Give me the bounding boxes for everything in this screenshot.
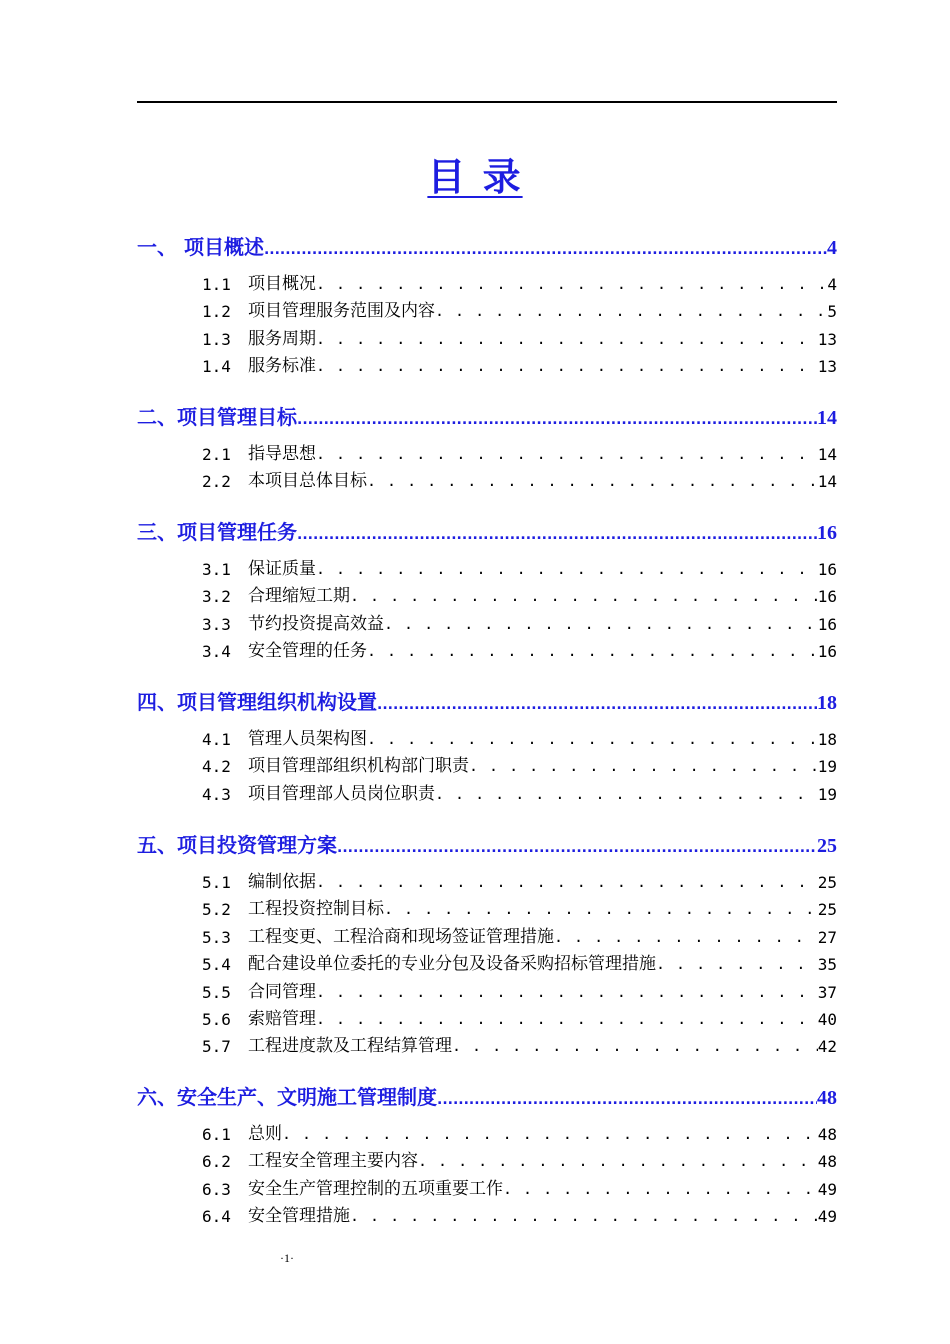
toc-entry[interactable] — [202, 610, 837, 634]
toc-entry-number: 6.4 — [202, 1207, 231, 1227]
toc-leader-dots — [297, 410, 817, 430]
toc-entry-text: 索赔管理 — [248, 1009, 316, 1029]
toc-leader-dots — [452, 1036, 818, 1056]
toc-heading-text: 五、项目投资管理方案 — [137, 833, 337, 857]
page-number: ·1· — [280, 1251, 294, 1265]
toc-entry-number: 5.5 — [202, 982, 231, 1002]
toc-entry-number: 3.4 — [202, 642, 231, 662]
toc-entry-number: 1.2 — [202, 302, 231, 322]
toc-entry[interactable] — [202, 923, 837, 947]
toc-leader-dots — [469, 756, 818, 776]
toc-entry-page: 16 — [817, 614, 837, 634]
toc-entry-text: 项目概况 — [248, 274, 316, 294]
toc-entry[interactable] — [202, 637, 837, 661]
toc-entry-text: 合同管理 — [248, 981, 316, 1002]
toc-leader-dots — [350, 586, 818, 606]
toc-entry-number: 6.2 — [202, 1152, 231, 1172]
toc-heading-text: 六、安全生产、文明施工管理制度 — [137, 1085, 437, 1109]
toc-entry-number: 4.3 — [202, 784, 231, 804]
toc-leader-dots — [367, 471, 818, 491]
toc-entry-text: 管理人员架构图 — [248, 729, 367, 749]
toc-entry-page: 5 — [827, 302, 837, 322]
toc-entry-text: 安全生产管理控制的五项重要工作 — [248, 1178, 503, 1199]
toc-leader-dots — [264, 240, 827, 260]
toc-entry-page: 48 — [817, 1152, 837, 1172]
toc-leader-dots — [384, 614, 818, 634]
toc-leader-dots — [316, 274, 827, 294]
toc-entry-number: 3.3 — [202, 614, 231, 634]
toc-leader-dots — [316, 1009, 818, 1029]
toc-heading-text: 四、项目管理组织机构设置 — [137, 690, 377, 714]
toc-entry-number: 5.6 — [202, 1010, 231, 1029]
toc-entry-page: 48 — [817, 1125, 837, 1144]
toc-entry[interactable] — [202, 467, 837, 491]
toc-leader-dots — [297, 525, 817, 545]
toc-entry[interactable] — [202, 950, 837, 974]
toc-entry-text: 编制依据 — [248, 872, 316, 892]
toc-leader-dots — [316, 444, 818, 464]
toc-entry-page: 27 — [817, 927, 837, 947]
toc-entry[interactable] — [202, 1147, 837, 1171]
toc-leader-dots — [367, 641, 818, 661]
toc-entry-text: 安全管理的任务 — [248, 641, 367, 662]
toc-entry-text: 配合建设单位委托的专业分包及设备采购招标管理措施 — [248, 954, 656, 975]
toc-entry[interactable] — [202, 1175, 837, 1199]
toc-entry[interactable] — [202, 297, 837, 321]
toc-entry-number: 2.1 — [202, 445, 231, 464]
header-rule — [137, 101, 837, 103]
toc-leader-dots — [350, 1206, 818, 1226]
toc-heading[interactable] — [137, 515, 837, 545]
toc-entry[interactable] — [202, 1032, 837, 1056]
toc-entry-number: 2.2 — [202, 472, 231, 492]
toc-entry-number: 5.1 — [202, 873, 231, 892]
toc-entry-page: 18 — [817, 730, 837, 749]
toc-entry-number: 4.1 — [202, 730, 231, 749]
toc-heading[interactable] — [137, 828, 837, 858]
toc-entry[interactable] — [202, 352, 837, 376]
toc-entry[interactable] — [202, 978, 837, 1002]
toc-entry-text: 项目管理部组织机构部门职责 — [248, 756, 469, 777]
toc-entry[interactable] — [202, 1120, 837, 1144]
toc-entry-page: 37 — [817, 982, 837, 1002]
toc-entry-page: 16 — [817, 560, 837, 579]
toc-heading-text: 一、 项目概述 — [137, 235, 264, 259]
toc-entry-page: 49 — [817, 1207, 837, 1227]
toc-entry[interactable] — [202, 752, 837, 776]
toc-heading-text: 三、项目管理任务 — [137, 520, 297, 544]
toc-leader-dots — [554, 927, 818, 947]
toc-entry[interactable] — [202, 895, 837, 919]
toc-leader-dots — [384, 899, 818, 919]
toc-leader-dots — [316, 329, 818, 349]
toc-entry[interactable] — [202, 868, 837, 892]
toc-heading-page: 25 — [817, 835, 837, 857]
toc-entry-page: 25 — [817, 900, 837, 920]
toc-entry-text: 项目管理服务范围及内容 — [248, 301, 435, 322]
toc-entry-page: 42 — [817, 1037, 837, 1057]
toc-entry-number: 5.4 — [202, 955, 231, 975]
toc-entry-text: 工程变更、工程洽商和现场签证管理措施 — [248, 926, 554, 947]
toc-entry-text: 本项目总体目标 — [248, 471, 367, 492]
toc-leader-dots — [316, 559, 818, 579]
toc-entry-text: 保证质量 — [248, 559, 316, 579]
toc-leader-dots — [367, 729, 818, 749]
toc-leader-dots — [435, 784, 818, 804]
toc-entry-text: 项目管理部人员岗位职责 — [248, 783, 435, 804]
toc-heading[interactable] — [137, 1080, 837, 1110]
toc-leader-dots — [316, 982, 818, 1002]
toc-entry-page: 13 — [817, 357, 837, 377]
toc-leader-dots — [316, 872, 818, 892]
toc-heading-page: 14 — [817, 407, 837, 429]
toc-entry-number: 4.2 — [202, 757, 231, 777]
toc-heading[interactable] — [137, 230, 837, 260]
toc-heading-page: 16 — [817, 522, 837, 544]
toc-entry-text: 指导思想 — [248, 444, 316, 464]
toc-leader-dots — [282, 1124, 818, 1144]
toc-heading-page: 18 — [817, 692, 837, 714]
toc-entry-number: 5.7 — [202, 1037, 231, 1057]
toc-heading[interactable] — [137, 400, 837, 430]
toc-entry[interactable] — [202, 555, 837, 579]
toc-entry-page: 19 — [817, 784, 837, 804]
toc-entry-page: 13 — [817, 329, 837, 349]
toc-entry[interactable] — [202, 270, 837, 294]
toc-entry-text: 合理缩短工期 — [248, 586, 350, 607]
toc-heading-page: 4 — [827, 237, 837, 259]
toc-entry-number: 6.1 — [202, 1125, 231, 1144]
toc-entry[interactable] — [202, 325, 837, 349]
toc-leader-dots — [656, 954, 818, 974]
toc-entry-text: 服务周期 — [248, 328, 316, 349]
toc-entry-text: 节约投资提高效益 — [248, 613, 384, 634]
toc-entry-number: 3.2 — [202, 587, 231, 607]
toc-entry-number: 1.3 — [202, 329, 231, 349]
toc-leader-dots — [503, 1179, 818, 1199]
toc-entry-page: 14 — [817, 472, 837, 492]
toc-title-wrap — [0, 146, 950, 201]
toc-entry-number: 1.4 — [202, 357, 231, 377]
toc-leader-dots — [418, 1151, 818, 1171]
toc-entry[interactable] — [202, 780, 837, 804]
toc-entry-page: 35 — [817, 955, 837, 975]
toc-entry-page: 19 — [817, 757, 837, 777]
toc-entry-text: 服务标准 — [248, 356, 316, 377]
toc-entry-number: 5.2 — [202, 900, 231, 920]
toc-entry-page: 49 — [817, 1179, 837, 1199]
toc-entry-text: 工程投资控制目标 — [248, 899, 384, 920]
toc-entry-number: 1.1 — [202, 275, 231, 294]
toc-entry-number: 6.3 — [202, 1179, 231, 1199]
toc-entry[interactable] — [202, 440, 837, 464]
toc-heading-text: 二、项目管理目标 — [137, 405, 297, 429]
toc-leader-dots — [435, 301, 827, 321]
toc-entry[interactable] — [202, 1202, 837, 1226]
toc-entry-number: 5.3 — [202, 927, 231, 947]
toc-title[interactable]: 目 录 — [427, 155, 523, 199]
toc-heading[interactable] — [137, 685, 837, 715]
toc-entry-text: 工程进度款及工程结算管理 — [248, 1036, 452, 1057]
toc-entry-page: 25 — [817, 873, 837, 892]
toc-entry-number: 3.1 — [202, 560, 231, 579]
toc-entry-text: 工程安全管理主要内容 — [248, 1151, 418, 1172]
toc-entry-text: 总则 — [248, 1124, 282, 1144]
toc-entry-page: 16 — [817, 642, 837, 662]
toc-entry[interactable] — [202, 582, 837, 606]
toc-entry-text: 安全管理措施 — [248, 1206, 350, 1227]
toc-entry-page: 4 — [827, 275, 837, 294]
toc-entry[interactable] — [202, 725, 837, 749]
toc-heading-page: 48 — [817, 1087, 837, 1109]
toc-entry[interactable] — [202, 1005, 837, 1029]
toc-leader-dots — [337, 838, 817, 858]
toc-leader-dots — [316, 356, 818, 376]
toc-leader-dots — [437, 1090, 817, 1110]
toc-leader-dots — [377, 695, 817, 715]
toc-entry-page: 14 — [817, 445, 837, 464]
toc-entry-page: 16 — [817, 587, 837, 607]
toc-entry-page: 40 — [817, 1010, 837, 1029]
